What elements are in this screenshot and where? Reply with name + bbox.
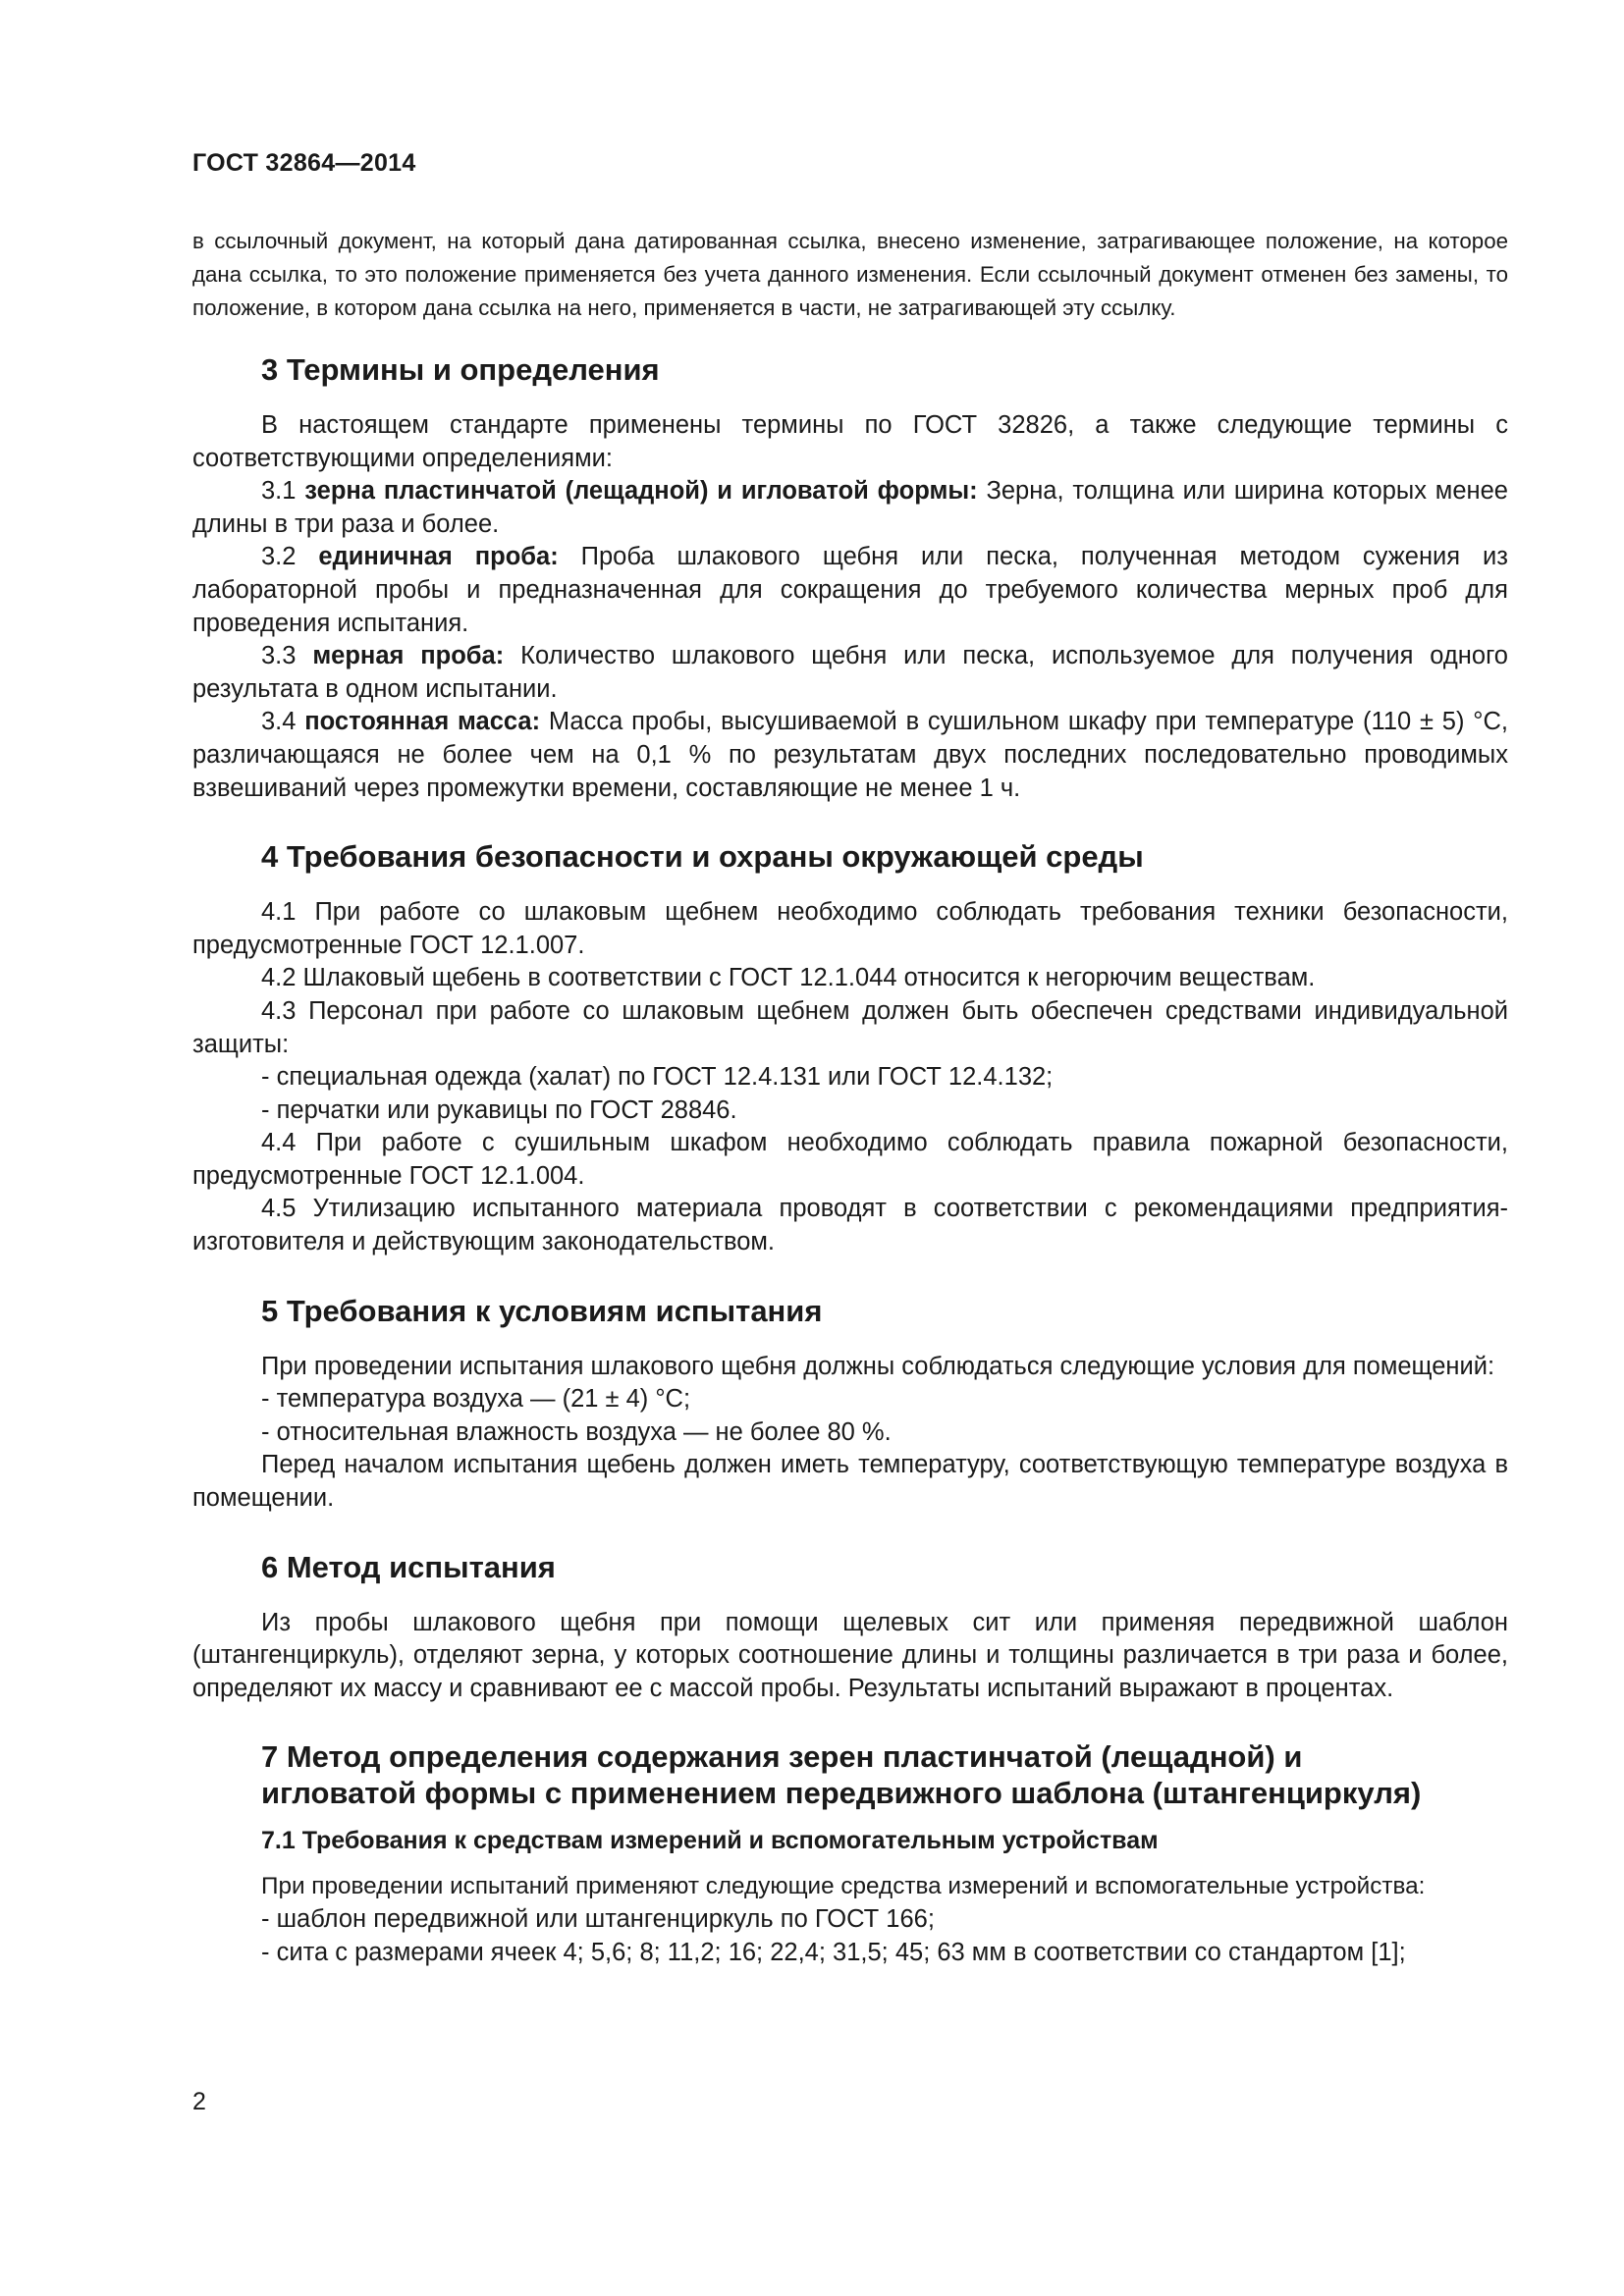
section-5-lead: При проведении испытания шлакового щебня должны соблюдаться следующие условия для помещений:	[261, 1352, 1495, 1380]
list-item: - специальная одежда (халат) по ГОСТ 12.4.131 или ГОСТ 12.4.132;	[261, 1063, 1054, 1092]
page-number: 2	[192, 2088, 206, 2115]
list-item: - шаблон передвижной или штангенциркуль по ГОСТ 166;	[261, 1905, 935, 1933]
term-number: 3.2	[261, 543, 297, 571]
section-5-title: 5 Требования к условиям испытания	[261, 1293, 823, 1328]
section-4-2: 4.2 Шлаковый щебень в соответствии с ГОСТ 12.1.044 относится к негорючим веществам.	[261, 964, 1316, 992]
document-header: ГОСТ 32864—2014	[192, 149, 416, 177]
term-name: единичная проба:	[318, 543, 559, 571]
list-item: - температура воздуха — (21 ± 4) °С;	[261, 1385, 691, 1414]
section-4-title: 4 Требования безопасности и охраны окружающей среды	[261, 839, 1144, 875]
term-name: зерна пластинчатой (лещадной) и игловатой формы:	[304, 477, 978, 506]
term-name: мерная проба:	[312, 642, 505, 670]
term-3-3	[192, 640, 1508, 706]
term-3-4	[192, 706, 1508, 805]
subsection-7-1-lead: При проведении испытаний применяют следующие средства измерений и вспомогательные устройства:	[261, 1873, 1426, 1900]
section-3-lead: В настоящем стандарте применены термины по ГОСТ 32826, а также следующие термины с соответствующими определениями:	[192, 411, 1508, 472]
term-definition: Проба шлакового щебня или песка, полученная методом сужения из лабораторной пробы и предназначенная для сокращения до требуемого количества мерных проб для проведения испытания.	[192, 543, 1508, 637]
term-3-1	[192, 475, 1508, 541]
term-definition: Зерна, толщина или ширина которых менее длины в три раза и более.	[192, 477, 1508, 538]
term-definition: Масса пробы, высушиваемой в сушильном шкафу при температуре (110 ± 5) °С, различающаяся не более чем на 0,1 % по результатам двух последних последовательно проводимых взвешиваний через промежутки времени, составляющие не менее 1 ч.	[192, 708, 1508, 802]
section-7-title-line-2: игловатой формы с применением передвижного шаблона (штангенциркуля)	[261, 1776, 1422, 1811]
subsection-7-1-title: 7.1 Требования к средствам измерений и вспомогательным устройствам	[261, 1827, 1159, 1855]
section-4-1: 4.1 При работе со шлаковым щебнем необходимо соблюдать требования техники безопасности, предусмотренные ГОСТ 12.1.007.	[192, 898, 1508, 959]
main-content	[192, 351, 1508, 1969]
section-4-3: 4.3 Персонал при работе со шлаковым щебнем должен быть обеспечен средствами индивидуальной защиты:	[192, 996, 1508, 1058]
section-4-5: 4.5 Утилизацию испытанного материала проводят в соответствии с рекомендациями предприятия-изготовителя и действующим законодательством.	[192, 1195, 1508, 1256]
list-item: - перчатки или рукавицы по ГОСТ 28846.	[261, 1095, 737, 1124]
term-3-2	[192, 541, 1508, 640]
term-number: 3.4	[261, 708, 297, 736]
section-7-title-line-1: 7 Метод определения содержания зерен пластинчатой (лещадной) и	[261, 1739, 1303, 1775]
intro-continuation	[192, 225, 1508, 325]
term-name: постоянная масса:	[304, 708, 541, 736]
section-4-4: 4.4 При работе с сушильным шкафом необходимо соблюдать правила пожарной безопасности, предусмотренные ГОСТ 12.1.004.	[192, 1129, 1508, 1190]
term-definition: Количество шлакового щебня или песка, используемое для получения одного результата в одном испытании.	[192, 642, 1508, 703]
list-item: - относительная влажность воздуха — не более 80 %.	[261, 1417, 892, 1446]
term-number: 3.3	[261, 642, 297, 670]
term-number: 3.1	[261, 477, 297, 506]
list-item: - сита с размерами ячеек 4; 5,6; 8; 11,2; 16; 22,4; 31,5; 45; 63 мм в соответствии со стандартом [1];	[261, 1938, 1406, 1966]
section-7-title	[261, 1738, 1508, 1811]
section-3-title: 3 Термины и определения	[261, 352, 660, 387]
section-5-note: Перед началом испытания щебень должен иметь температуру, соответствующую температуре воздуха в помещении.	[192, 1451, 1508, 1513]
section-6-title: 6 Метод испытания	[261, 1549, 556, 1584]
section-6-text: Из пробы шлакового щебня при помощи щелевых сит или применяя передвижной шаблон (штангенциркуль), отделяют зерна, у которых соотношение длины и толщины различается в три раза и более, определяют их массу и сравнивают ее с массой пробы. Результаты испытаний выражают в процентах.	[192, 1608, 1508, 1702]
intro-paragraph: в ссылочный документ, на который дана датированная ссылка, внесено изменение, затрагивающее положение, на которое дана ссылка, то это положение применяется без учета данного изменения. Если ссылочный документ отменен без замены, то положение, в котором дана ссылка на него, применяется в части, не затрагивающей эту ссылку.	[192, 229, 1508, 320]
